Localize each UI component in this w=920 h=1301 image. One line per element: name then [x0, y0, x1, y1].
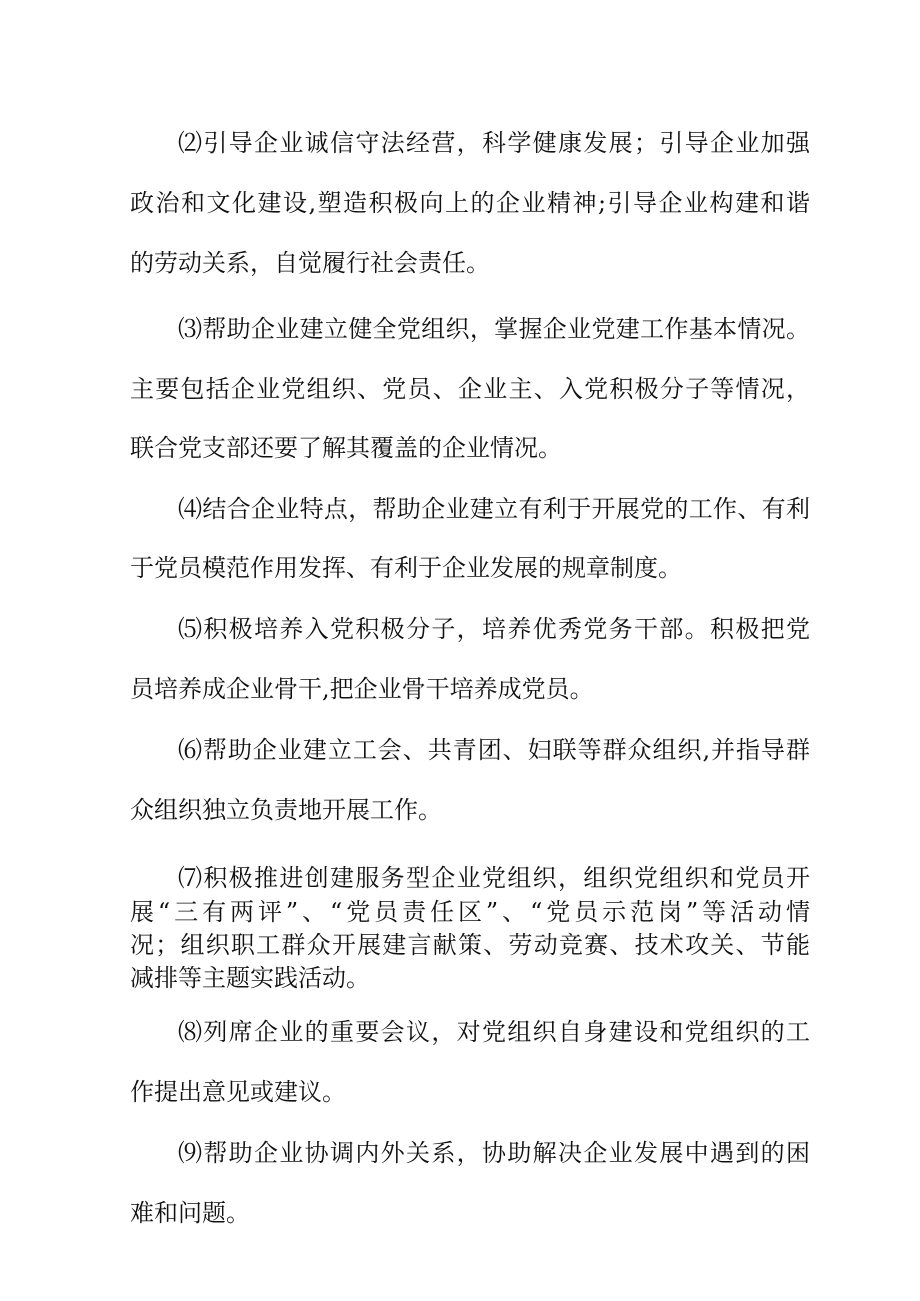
item-2-line-1: ⑵引导企业诚信守法经营，科学健康发展；引导企业加强 [178, 129, 810, 157]
item-7-line-2: 展“三有两评”、“党员责任区”、“党员示范岗”等活动情 [130, 898, 810, 926]
item-6-line-2: 众组织独立负责地开展工作。 [130, 796, 442, 824]
item-3-line-3: 联合党支部还要了解其覆盖的企业情况。 [130, 434, 562, 462]
item-7-line-1: ⑺积极推进创建服务型企业党组织，组织党组织和党员开 [178, 864, 810, 892]
item-6-line-1: ⑹帮助企业建立工会、共青团、妇联等群众组织,并指导群 [178, 736, 810, 764]
item-7-line-4: 减排等主题实践活动。 [130, 964, 370, 992]
item-5-line-1: ⑸积极培养入党积极分子，培养优秀党务干部。积极把党 [178, 615, 810, 643]
item-7-line-3: 况；组织职工群众开展建言献策、劳动竞赛、技术攻关、节能 [130, 931, 810, 959]
item-2-line-2: 政治和文化建设,塑造积极向上的企业精神;引导企业构建和谐 [130, 189, 810, 217]
item-9-line-1: ⑼帮助企业协调内外关系，协助解决企业发展中遇到的困 [178, 1139, 810, 1167]
item-4-line-1: ⑷结合企业特点，帮助企业建立有利于开展党的工作、有利 [178, 495, 810, 523]
item-4-line-2: 于党员模范作用发挥、有利于企业发展的规章制度。 [130, 554, 682, 582]
item-8-line-1: ⑻列席企业的重要会议，对党组织自身建设和党组织的工 [178, 1018, 810, 1046]
item-8-line-2: 作提出意见或建议。 [130, 1078, 346, 1106]
item-3-line-2: 主要包括企业党组织、党员、企业主、入党积极分子等情况， [130, 375, 810, 403]
item-5-line-2: 员培养成企业骨干,把企业骨干培养成党员。 [130, 675, 594, 703]
item-3-line-1: ⑶帮助企业建立健全党组织，掌握企业党建工作基本情况。 [178, 315, 810, 343]
item-9-line-2: 难和问题。 [130, 1199, 250, 1227]
item-2-line-3: 的劳动关系，自觉履行社会责任。 [130, 249, 490, 277]
